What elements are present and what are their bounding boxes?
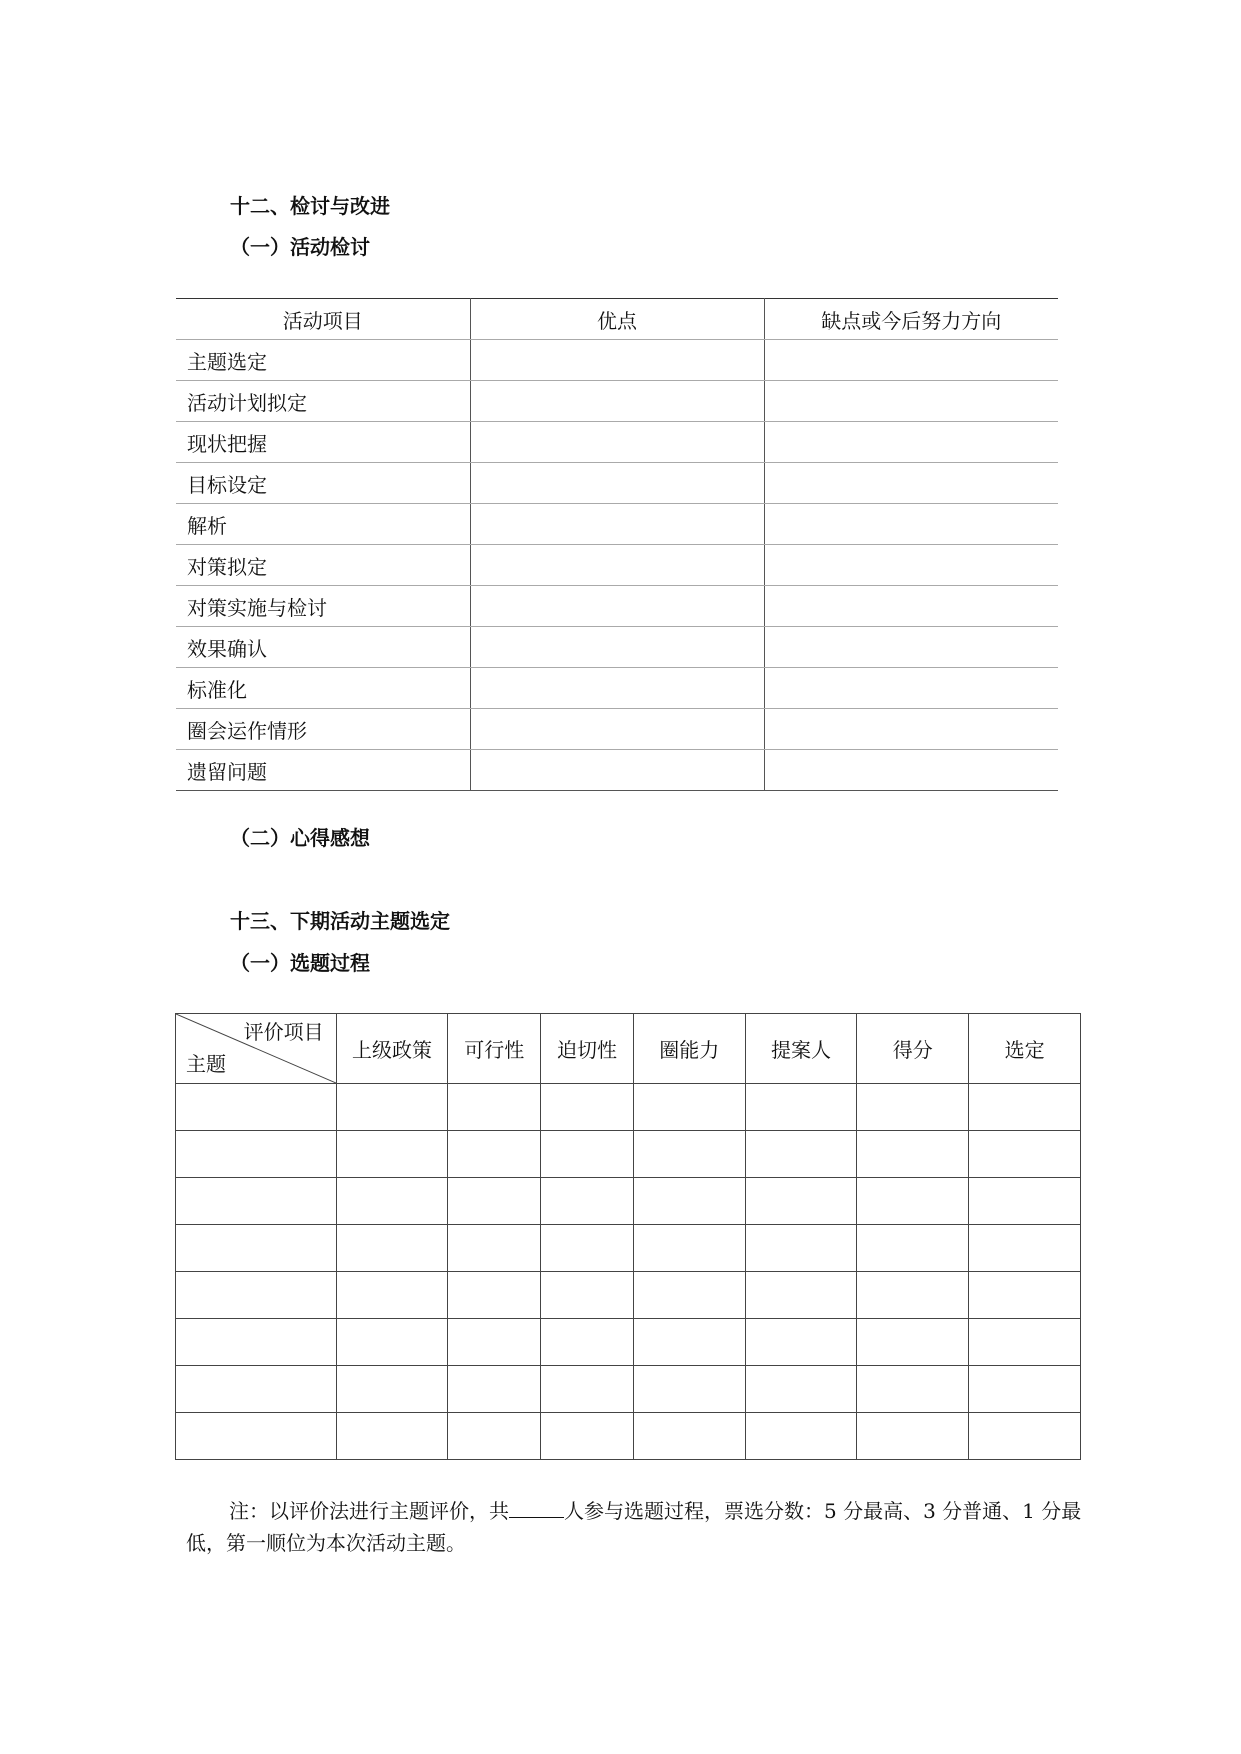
topic-cell[interactable] [176, 1413, 337, 1460]
score-cell[interactable] [448, 1084, 541, 1131]
score-cell[interactable] [541, 1413, 634, 1460]
topic-cell[interactable] [176, 1178, 337, 1225]
header-circle-ability: 圈能力 [633, 1014, 745, 1084]
advantage-cell[interactable] [470, 750, 764, 791]
score-cell[interactable] [857, 1225, 969, 1272]
score-cell[interactable] [448, 1413, 541, 1460]
topic-cell[interactable] [176, 1319, 337, 1366]
header-policy: 上级政策 [336, 1014, 448, 1084]
review-item: 主题选定 [176, 340, 470, 381]
advantage-cell[interactable] [470, 340, 764, 381]
shortcoming-cell[interactable] [764, 504, 1058, 545]
score-cell[interactable] [541, 1272, 634, 1319]
header-urgency: 迫切性 [541, 1014, 634, 1084]
score-cell[interactable] [969, 1272, 1081, 1319]
score-cell[interactable] [448, 1131, 541, 1178]
topic-selection-table [175, 1013, 1081, 1460]
score-cell[interactable] [633, 1131, 745, 1178]
shortcoming-cell[interactable] [764, 627, 1058, 668]
score-cell[interactable] [336, 1131, 448, 1178]
score-cell[interactable] [448, 1178, 541, 1225]
score-cell[interactable] [448, 1319, 541, 1366]
section-12-sub1: （一）活动检讨 [230, 235, 370, 259]
header-advantages: 优点 [470, 299, 764, 340]
section-13-title: 十三、下期活动主题选定 [230, 909, 450, 933]
advantage-cell[interactable] [470, 422, 764, 463]
score-cell[interactable] [336, 1178, 448, 1225]
review-item: 效果确认 [176, 627, 470, 668]
advantage-cell[interactable] [470, 463, 764, 504]
score-cell[interactable] [857, 1366, 969, 1413]
score-cell[interactable] [633, 1178, 745, 1225]
participant-count-blank[interactable] [509, 1495, 564, 1518]
score-cell[interactable] [448, 1225, 541, 1272]
header-selected: 选定 [969, 1014, 1081, 1084]
corner-label-criteria: 评价项目 [243, 1020, 324, 1044]
score-cell[interactable] [541, 1178, 634, 1225]
score-cell[interactable] [969, 1413, 1081, 1460]
section-12-title: 十二、检讨与改进 [230, 194, 390, 218]
score-cell[interactable] [857, 1178, 969, 1225]
score-cell[interactable] [336, 1272, 448, 1319]
score-cell[interactable] [969, 1084, 1081, 1131]
review-item: 目标设定 [176, 463, 470, 504]
score-cell[interactable] [448, 1272, 541, 1319]
review-item: 遗留问题 [176, 750, 470, 791]
topic-cell[interactable] [176, 1131, 337, 1178]
shortcoming-cell[interactable] [764, 463, 1058, 504]
shortcoming-cell[interactable] [764, 340, 1058, 381]
score-cell[interactable] [633, 1319, 745, 1366]
score-cell[interactable] [745, 1084, 857, 1131]
topic-cell[interactable] [176, 1366, 337, 1413]
score-cell[interactable] [336, 1084, 448, 1131]
review-item: 现状把握 [176, 422, 470, 463]
score-cell[interactable] [633, 1225, 745, 1272]
shortcoming-cell[interactable] [764, 750, 1058, 791]
shortcoming-cell[interactable] [764, 586, 1058, 627]
score-cell[interactable] [336, 1319, 448, 1366]
header-shortcomings: 缺点或今后努力方向 [764, 299, 1058, 340]
score-cell[interactable] [857, 1131, 969, 1178]
score-cell[interactable] [633, 1366, 745, 1413]
advantage-cell[interactable] [470, 709, 764, 750]
score-cell[interactable] [969, 1225, 1081, 1272]
section-12-sub2: （二）心得感想 [230, 826, 370, 850]
diagonal-header-cell [176, 1014, 337, 1084]
advantage-cell[interactable] [470, 586, 764, 627]
topic-cell[interactable] [176, 1272, 337, 1319]
score-cell[interactable] [336, 1225, 448, 1272]
advantage-cell[interactable] [470, 668, 764, 709]
advantage-cell[interactable] [470, 504, 764, 545]
topic-cell[interactable] [176, 1225, 337, 1272]
note-text-part1: 注：以评价法进行主题评价，共 [229, 1499, 509, 1523]
review-item: 对策拟定 [176, 545, 470, 586]
review-item: 标准化 [176, 668, 470, 709]
score-cell[interactable] [541, 1319, 634, 1366]
advantage-cell[interactable] [470, 381, 764, 422]
score-cell[interactable] [541, 1225, 634, 1272]
review-item: 解析 [176, 504, 470, 545]
activity-review-table [176, 298, 1058, 791]
header-activity-item: 活动项目 [176, 299, 470, 340]
score-cell[interactable] [745, 1413, 857, 1460]
note-text-part2: 人参与选题过程，票选分数：5 分最高、3 分普通、1 分最低，第一顺位为本次活动主题。 [186, 1499, 1082, 1555]
score-cell[interactable] [745, 1178, 857, 1225]
score-cell[interactable] [745, 1319, 857, 1366]
corner-label-topic: 主题 [186, 1052, 226, 1076]
score-cell[interactable] [745, 1366, 857, 1413]
advantage-cell[interactable] [470, 627, 764, 668]
score-cell[interactable] [448, 1366, 541, 1413]
shortcoming-cell[interactable] [764, 545, 1058, 586]
score-cell[interactable] [969, 1366, 1081, 1413]
score-cell[interactable] [857, 1319, 969, 1366]
score-cell[interactable] [857, 1272, 969, 1319]
score-cell[interactable] [969, 1178, 1081, 1225]
score-cell[interactable] [857, 1413, 969, 1460]
score-cell[interactable] [857, 1084, 969, 1131]
score-cell[interactable] [633, 1084, 745, 1131]
score-cell[interactable] [541, 1084, 634, 1131]
shortcoming-cell[interactable] [764, 381, 1058, 422]
selection-note [186, 1495, 1086, 1559]
section-13-sub1: （一）选题过程 [230, 951, 370, 975]
review-item: 活动计划拟定 [176, 381, 470, 422]
header-feasibility: 可行性 [448, 1014, 541, 1084]
header-proposer: 提案人 [745, 1014, 857, 1084]
score-cell[interactable] [633, 1272, 745, 1319]
header-score: 得分 [857, 1014, 969, 1084]
score-cell[interactable] [745, 1272, 857, 1319]
review-item: 圈会运作情形 [176, 709, 470, 750]
shortcoming-cell[interactable] [764, 668, 1058, 709]
shortcoming-cell[interactable] [764, 709, 1058, 750]
score-cell[interactable] [969, 1131, 1081, 1178]
score-cell[interactable] [633, 1413, 745, 1460]
score-cell[interactable] [745, 1225, 857, 1272]
advantage-cell[interactable] [470, 545, 764, 586]
shortcoming-cell[interactable] [764, 422, 1058, 463]
score-cell[interactable] [541, 1366, 634, 1413]
score-cell[interactable] [541, 1131, 634, 1178]
score-cell[interactable] [745, 1131, 857, 1178]
score-cell[interactable] [969, 1319, 1081, 1366]
score-cell[interactable] [336, 1366, 448, 1413]
topic-cell[interactable] [176, 1084, 337, 1131]
score-cell[interactable] [336, 1413, 448, 1460]
review-item: 对策实施与检讨 [176, 586, 470, 627]
